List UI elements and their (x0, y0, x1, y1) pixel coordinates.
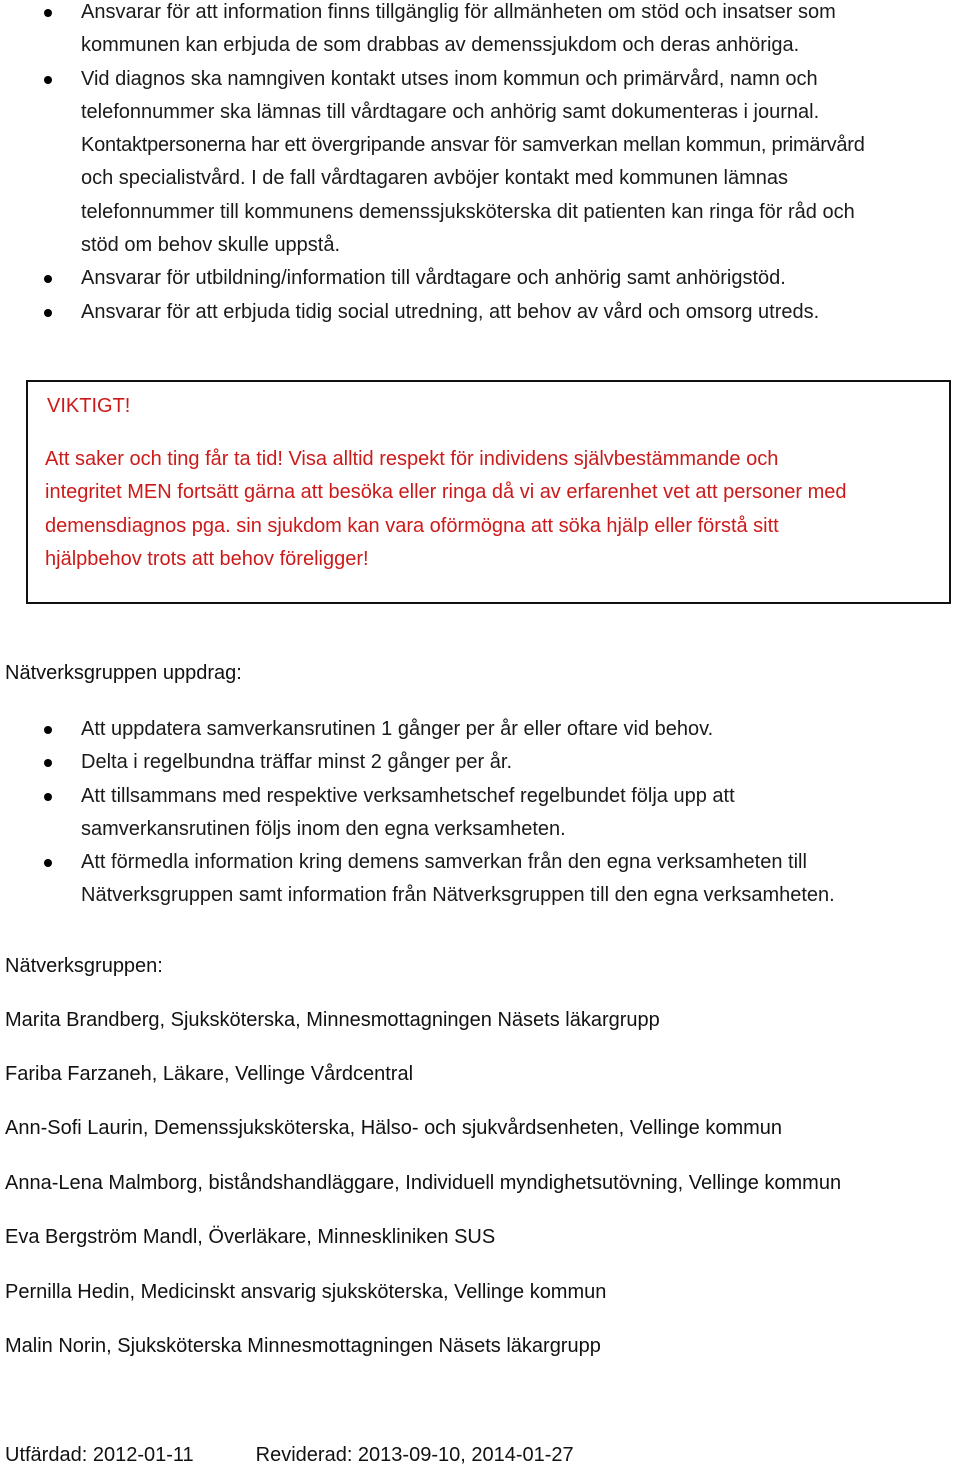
document-footer (5, 1444, 574, 1467)
warning-line: demensdiagnos pga. sin sjukdom kan vara oförmögna att söka hjälp eller förstå sitt (45, 514, 779, 537)
member-entry: Marita Brandberg, Sjuksköterska, Minnesmottagningen Näsets läkargrupp (5, 1009, 660, 1031)
list-item-continuation: stöd om behov skulle uppstå. (81, 234, 341, 257)
bullet-icon (44, 309, 52, 317)
warning-line: Att saker och ting får ta tid! Visa alltid respekt för individens självbestämmande och (45, 448, 779, 470)
list-item: Att tillsammans med respektive verksamhetschef regelbundet följa upp att (0, 780, 960, 813)
member-entry: Fariba Farzaneh, Läkare, Vellinge Vårdcentral (5, 1063, 414, 1085)
network-tasks-heading: Nätverksgruppen uppdrag: (5, 662, 242, 684)
bullet-icon (44, 275, 52, 283)
list-item-continuation: Nätverksgruppen samt information från Nätverksgruppen till den egna verksamheten. (81, 884, 835, 907)
bullet-icon (44, 759, 52, 767)
list-item-continuation: telefonnummer till kommunens demenssjuksköterska dit patienten kan ringa för råd och (81, 200, 855, 223)
member-entry: Malin Norin, Sjuksköterska Minnesmottagningen Näsets läkargrupp (5, 1335, 601, 1357)
issued-date: Utfärdad: 2012-01-11 (5, 1444, 194, 1466)
network-group-heading: Nätverksgruppen: (5, 955, 163, 977)
list-item: Ansvarar för utbildning/information till vårdtagare och anhörig samt anhörigstöd. (0, 262, 960, 295)
list-item-continuation: telefonnummer ska lämnas till vårdtagare och anhörig samt dokumenteras i journal. (81, 100, 820, 123)
list-item-continuation: och specialistvård. I de fall vårdtagaren avböjer kontakt med kommunen lämnas (81, 167, 789, 190)
warning-box (26, 380, 951, 604)
bullet-icon (44, 9, 52, 17)
network-task-list (0, 713, 960, 913)
list-item-continuation: samverkansrutinen följs inom den egna verksamheten. (81, 817, 566, 840)
warning-text (45, 443, 945, 576)
member-entry: Ann-Sofi Laurin, Demenssjuksköterska, Hälso- och sjukvårdsenheten, Vellinge kommun (5, 1117, 783, 1139)
member-entry: Pernilla Hedin, Medicinskt ansvarig sjuksköterska, Vellinge kommun (5, 1281, 607, 1303)
list-item: Ansvarar för att information finns tillgänglig för allmänheten om stöd och insatser som (0, 0, 960, 29)
list-item: Ansvarar för att erbjuda tidig social utredning, att behov av vård och omsorg utreds. (0, 296, 960, 329)
list-item-continuation: kommunen kan erbjuda de som drabbas av demenssjukdom och deras anhöriga. (81, 34, 800, 57)
bullet-icon (44, 76, 52, 84)
bullet-icon (44, 726, 52, 734)
list-item: Delta i regelbundna träffar minst 2 gånger per år. (0, 746, 960, 779)
warning-line: hjälpbehov trots att behov föreligger! (45, 547, 369, 570)
warning-line: integritet MEN fortsätt gärna att besöka eller ringa då vi av erfarenhet vet att personer med (45, 481, 847, 504)
list-item-continuation: Kontaktpersonerna har ett övergripande ansvar för samverkan mellan kommun, primärvård (81, 134, 865, 157)
responsibility-list (0, 0, 960, 329)
bullet-icon (44, 793, 52, 801)
bullet-icon (44, 859, 52, 867)
member-entry: Anna-Lena Malmborg, biståndshandläggare, Individuell myndighetsutövning, Vellinge kommun (5, 1172, 842, 1194)
revised-dates: Reviderad: 2013-09-10, 2014-01-27 (255, 1444, 574, 1466)
warning-title: VIKTIGT! (47, 395, 131, 417)
list-item: Att uppdatera samverkansrutinen 1 gånger per år eller oftare vid behov. (0, 713, 960, 746)
list-item: Vid diagnos ska namngiven kontakt utses inom kommun och primärvård, namn och (0, 63, 960, 96)
list-item: Att förmedla information kring demens samverkan från den egna verksamheten till (0, 846, 960, 879)
member-entry: Eva Bergström Mandl, Överläkare, Minneskliniken SUS (5, 1226, 496, 1248)
